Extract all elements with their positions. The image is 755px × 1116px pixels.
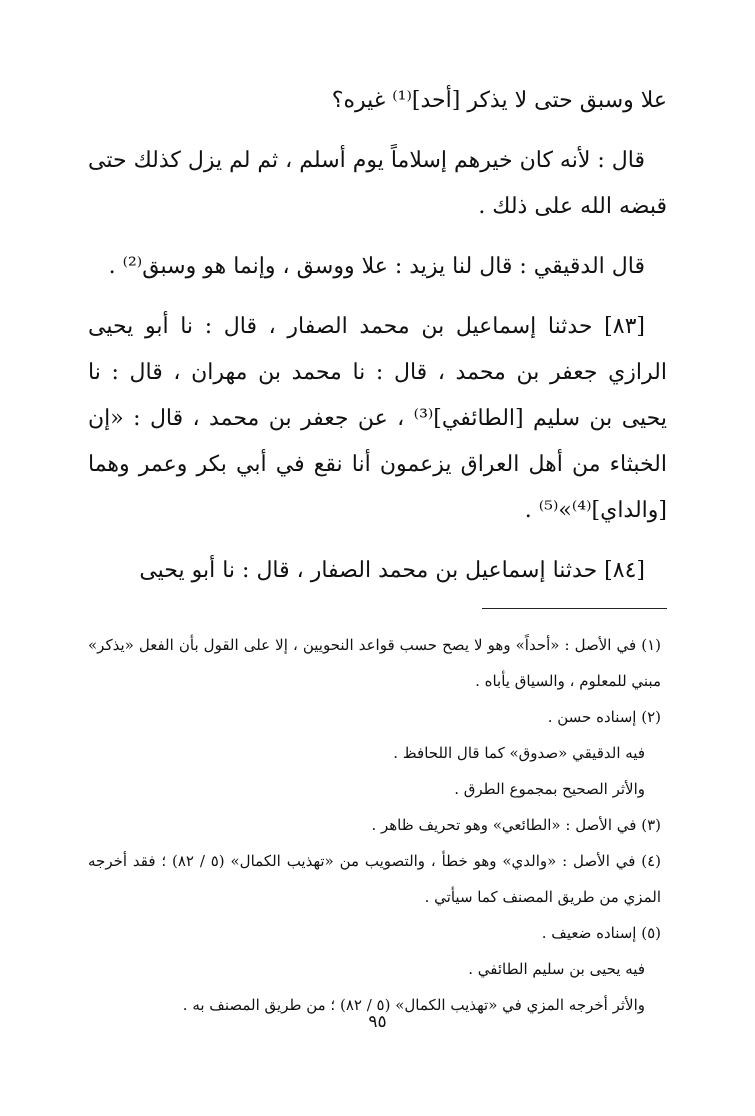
page-number: ٩٥ <box>368 1012 387 1032</box>
footnote-5: (٥) إسناده ضعيف . <box>541 924 661 942</box>
main-text <box>88 78 667 594</box>
footnote-separator <box>482 608 667 609</box>
footnote-5-line-2: فيه يحيى بن سليم الطائفي . <box>468 960 645 978</box>
footnote-3: (٣) في الأصل : «الطائعي» وهو تحريف ظاهر . <box>371 816 661 834</box>
footnote-2-line-3: والأثر الصحيح بمجموع الطرق . <box>454 780 645 798</box>
footnote-4: (٤) في الأصل : «والدي» وهو خطأ ، والتصويب من «تهذيب الكمال» (٥ / ٨٢) ؛ فقد أخرجه المزي من طريق المصنف كما سيأتي . <box>88 852 662 906</box>
footnote-5-line-3: والأثر أخرجه المزي في «تهذيب الكمال» (٥ / ٨٢) ؛ من طريق المصنف به . <box>182 996 645 1014</box>
hadith-83: [٨٣] حدثنا إسماعيل بن محمد الصفار ، قال : نا أبو يحيى الرازي جعفر بن محمد ، قال : نا محمد بن مهران ، قال : نا يحيى بن سليم [الطائفي]⁽³⁾ ، عن جعفر بن محمد ، قال : «إن الخبثاء من أهل العراق يزعمون أنا نقع في أبي بكر وعمر وهما [والداي]⁽⁴⁾»⁽⁵⁾ . <box>88 314 667 523</box>
footnote-2: (٢) إسناده حسن . <box>547 708 661 726</box>
footnote-2-line-2: فيه الدقيقي «صدوق» كما قال اللحافظ . <box>393 744 645 762</box>
footnotes <box>88 627 667 1023</box>
hadith-84: [٨٤] حدثنا إسماعيل بن محمد الصفار ، قال : نا أبو يحيى <box>139 558 645 583</box>
main-paragraph-1: علا وسبق حتى لا يذكر [أحد]⁽¹⁾ غيره؟ <box>331 88 667 113</box>
main-paragraph-2: قال : لأنه كان خيرهم إسلاماً يوم أسلم ، ثم لم يزل كذلك حتى قبضه الله على ذلك . <box>88 148 667 219</box>
main-paragraph-3: قال الدقيقي : قال لنا يزيد : علا ووسق ، وإنما هو وسبق⁽²⁾ . <box>108 254 645 279</box>
footnote-1: (١) في الأصل : «أحداً» وهو لا يصح حسب قواعد النحويين ، إلا على القول بأن الفعل «يذكر» مبني للمعلوم ، والسياق يأباه . <box>88 636 661 690</box>
